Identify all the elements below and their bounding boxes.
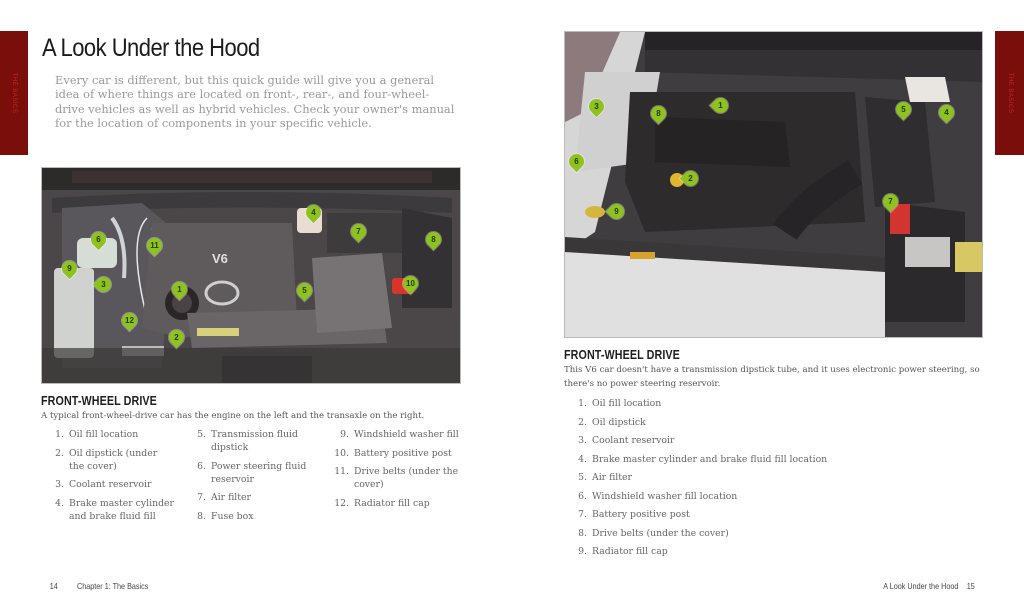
callout-number: 12: [125, 316, 134, 325]
callout-pin-5: [893, 99, 914, 120]
intro-paragraph: Every car is different, but this quick guide will give you a general idea of where things are located on front-, rear-, and four-wheel-drive vehicles as well as hybrid vehicles. Check your owner's manual for the location of components in your specific vehicle.: [55, 73, 455, 130]
callout-number: 8: [431, 235, 436, 244]
callout-pin-2: [680, 168, 701, 189]
callout-number: 2: [688, 174, 693, 183]
chapter-side-tab: [995, 31, 1024, 155]
callout-pin-3: [586, 96, 607, 117]
legend-item: 3. Coolant reservoir: [578, 435, 675, 446]
callout-number: 9: [614, 207, 619, 216]
side-tab-label: THE BASICS: [1006, 72, 1013, 114]
section-description: A typical front-wheel-drive car has the engine on the left and the transaxle on the right.: [41, 411, 425, 421]
callout-number: 2: [174, 333, 179, 342]
side-tab-label: THE BASICS: [11, 72, 17, 114]
callout-number: 9: [67, 264, 72, 273]
callout-pin-4: [936, 102, 957, 123]
callout-number: 10: [406, 279, 415, 288]
callout-number: 1: [177, 285, 182, 294]
callout-pin-7: [880, 191, 901, 212]
running-footer-title: A Look Under the Hood: [883, 581, 959, 591]
section-description: This V6 car doesn't have a transmission dipstick tube, and it uses electronic power steering, so there's no power steering reservoir.: [564, 365, 980, 389]
callout-pin-6: [88, 229, 109, 250]
legend-item: 10. Battery positive post: [334, 447, 452, 459]
callout-pin-1: [710, 95, 731, 116]
legend-item: 1. Oil fill location: [55, 429, 139, 440]
chapter-side-tab: [0, 31, 28, 155]
callout-pin-11: [144, 235, 165, 256]
callout-number: 7: [356, 227, 361, 236]
callout-number: 5: [302, 286, 307, 295]
callout-number: 3: [594, 102, 599, 111]
callout-number: 4: [944, 108, 949, 117]
page-number: 14: [49, 581, 58, 591]
callout-number: 4: [311, 208, 316, 217]
legend-column-1: [40, 428, 175, 528]
callout-number: 6: [574, 157, 579, 166]
engine-bay-illustration: [42, 168, 460, 383]
callout-pin-7: [348, 221, 369, 242]
callout-pin-5: [294, 280, 315, 301]
callout-pin-3: [93, 274, 114, 295]
callout-number: 5: [901, 105, 906, 114]
callout-pin-6: [566, 151, 587, 172]
legend-item: 8. Drive belts (under the cover): [578, 527, 729, 539]
callout-number: 8: [656, 109, 661, 118]
legend-item: 2. Oil dipstick (under the cover): [55, 447, 158, 472]
callout-number: 1: [718, 101, 723, 110]
legend-item: 9. Windshield washer fill: [340, 429, 459, 440]
legend-item: 7. Air filter: [197, 492, 251, 503]
right-page: [512, 0, 1024, 612]
callout-pin-8: [648, 103, 669, 124]
legend-item: 3. Coolant reservoir: [55, 479, 152, 490]
legend-item: 7. Battery positive post: [578, 509, 690, 520]
callout-pin-9: [59, 258, 80, 279]
callout-number: 7: [888, 197, 893, 206]
page-number: 15: [966, 581, 975, 591]
svg-text:V6: V6: [212, 251, 228, 266]
section-heading: FRONT-WHEEL DRIVE: [564, 348, 680, 362]
callout-number: 6: [96, 235, 101, 244]
callout-pin-4: [303, 202, 324, 223]
legend-column-3: [325, 428, 465, 515]
engine-photo-fwd-1: [41, 167, 461, 384]
legend-list: [563, 397, 983, 564]
legend-item: 4. Brake master cylinder and brake fluid fill: [55, 497, 174, 522]
engine-bay-illustration: [565, 32, 982, 337]
legend-item: 4. Brake master cylinder and brake fluid fill location: [578, 453, 828, 465]
legend-item: 5. Transmission fluid dipstick: [197, 429, 298, 453]
legend-column-2: [182, 428, 312, 528]
callout-pin-1: [169, 279, 190, 300]
legend-item: 11. Drive belts (under the cover): [334, 466, 459, 490]
engine-photo-fwd-2: [564, 31, 983, 338]
legend-item: 2. Oil dipstick: [578, 416, 646, 428]
callout-pin-8: [423, 229, 444, 250]
section-heading: FRONT-WHEEL DRIVE: [41, 394, 157, 408]
callout-number: 11: [150, 241, 159, 250]
callout-pin-10: [400, 273, 421, 294]
legend-item: 8. Fuse box: [197, 510, 254, 522]
running-footer-chapter: Chapter 1: The Basics: [77, 581, 149, 591]
legend-item: 1. Oil fill location: [578, 398, 662, 409]
legend-item: 5. Air filter: [578, 472, 632, 483]
callout-pin-12: [119, 310, 140, 331]
callout-pin-2: [166, 327, 187, 348]
legend-item: 9. Radiator fill cap: [578, 546, 668, 557]
callout-number: 3: [101, 280, 106, 289]
legend-item: 6. Power steering fluid reservoir: [197, 460, 307, 485]
page-title: A Look Under the Hood: [42, 34, 260, 62]
legend-item: 6. Windshield washer fill location: [578, 490, 738, 502]
legend-item: 12. Radiator fill cap: [334, 497, 430, 509]
callout-pin-9: [606, 201, 627, 222]
